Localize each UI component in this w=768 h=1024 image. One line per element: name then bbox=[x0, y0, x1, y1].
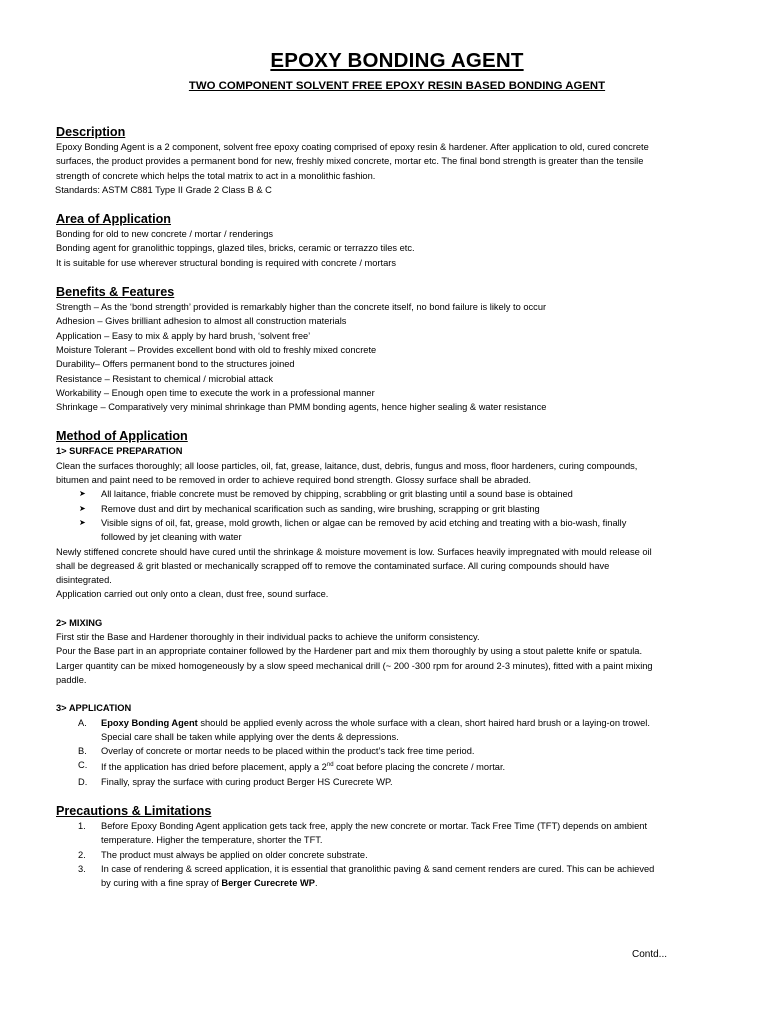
bullet-text: All laitance, friable concrete must be removed by chipping, scrabbling or grit blasting until a sound base is obtained bbox=[101, 489, 573, 500]
benefits-heading: Benefits & Features bbox=[56, 285, 175, 300]
description-line: Epoxy Bonding Agent is a 2 component, solvent free epoxy coating comprised of epoxy resin & hardener. After application to old, cured concrete bbox=[56, 142, 649, 152]
item-text-cont-post: . bbox=[314, 878, 318, 889]
benefits-section bbox=[56, 284, 738, 414]
list-marker: 1. bbox=[78, 821, 86, 832]
method-heading: Method of Application bbox=[56, 429, 188, 444]
benefit-line: Shrinkage – Comparatively very minimal shrinkage than PMM bonding agents, hence higher sealing & water resistance bbox=[56, 402, 547, 413]
surface-bullet bbox=[56, 487, 738, 501]
product-name: Epoxy Bonding Agent bbox=[101, 717, 198, 728]
mixing-line: Pour the Base part in an appropriate container followed by the Hardener part and mix them thoroughly by using a stout palette knife or spatula. bbox=[56, 646, 643, 657]
area-line: Bonding for old to new concrete / mortar / renderings bbox=[56, 229, 274, 240]
item-text: Overlay of concrete or mortar needs to be placed within the product’s tack free time period. bbox=[101, 746, 475, 757]
description-line: strength of concrete which helps the total matrix to act in a monolithic fashion. bbox=[56, 170, 376, 181]
description-line: surfaces, the product provides a permanent bond for new, freshly mixed concrete, mortar etc. The final bond strength is greater than the tensile bbox=[56, 156, 644, 167]
precaution-item bbox=[56, 862, 738, 891]
area-section bbox=[56, 211, 738, 270]
application-item bbox=[56, 716, 738, 745]
mixing-line: First stir the Base and Hardener thoroughly in their individual packs to achieve the uniform consistency. bbox=[56, 632, 480, 643]
item-text-pre: If the application has dried before placement, apply a 2 bbox=[101, 762, 327, 773]
mixing-line: paddle. bbox=[56, 674, 87, 685]
list-marker: 3. bbox=[78, 863, 86, 874]
arrow-bullet-icon: ➤ bbox=[79, 503, 86, 513]
application-item bbox=[56, 758, 738, 774]
application-item bbox=[56, 775, 738, 789]
continued-footer: Contd... bbox=[632, 949, 668, 960]
item-text bbox=[101, 716, 738, 730]
list-marker: 2. bbox=[78, 849, 86, 860]
benefit-line: Application – Easy to mix & apply by hard brush, ‘solvent free’ bbox=[56, 330, 311, 341]
arrow-bullet-icon: ➤ bbox=[79, 517, 86, 527]
surface-after-line: disintegrated. bbox=[56, 575, 112, 586]
surface-after-line: shall be degreased & grit blasted or mechanically scrapped off to remove the contaminated surface. All curing compounds should have bbox=[56, 560, 610, 571]
area-heading: Area of Application bbox=[56, 212, 171, 227]
standards-line: Standards: ASTM C881 Type II Grade 2 Class B & C bbox=[55, 184, 272, 195]
item-text-rest: should be applied evenly across the whole surface with a clean, short haired hard brush or a laying-on trowel. bbox=[197, 717, 650, 728]
document-page bbox=[56, 48, 738, 891]
document-title: EPOXY BONDING AGENT bbox=[270, 49, 524, 72]
description-heading: Description bbox=[56, 125, 126, 139]
item-text: Finally, spray the surface with curing product Berger HS Curecrete WP. bbox=[101, 776, 393, 787]
benefit-line: Durability– Offers permanent bond to the structures joined bbox=[56, 359, 295, 370]
area-line: Bonding agent for granolithic toppings, glazed tiles, bricks, ceramic or terrazzo tiles etc. bbox=[56, 243, 415, 254]
surface-preparation-label: 1> SURFACE PREPARATION bbox=[56, 446, 183, 457]
bullet-text: Visible signs of oil, fat, grease, mold growth, lichen or algae can be removed by acid etching and treating with a bio-wash, finally bbox=[101, 517, 627, 528]
item-text bbox=[101, 758, 738, 774]
item-text: The product must always be applied on older concrete substrate. bbox=[101, 849, 368, 860]
surface-bullet bbox=[56, 502, 738, 516]
bullet-text: Remove dust and dirt by mechanical scarification such as sanding, wire brushing, scrapping or grit blasting bbox=[101, 503, 540, 514]
mixing-label: 2> MIXING bbox=[56, 617, 103, 628]
benefit-line: Strength – As the ‘bond strength’ provided is remarkably higher than the concrete itself, no bond failure is likely to occur bbox=[56, 302, 547, 313]
area-line: It is suitable for use wherever structural bonding is required with concrete / mortars bbox=[56, 257, 397, 268]
benefit-line: Adhesion – Gives brilliant adhesion to almost all construction materials bbox=[56, 316, 347, 327]
item-text: Before Epoxy Bonding Agent application gets tack free, apply the new concrete or mortar. Tack Free Time (TFT) depends on ambient bbox=[101, 821, 648, 832]
list-marker: D. bbox=[78, 776, 88, 787]
description-section bbox=[56, 124, 738, 197]
surface-after-line: Application carried out only onto a clean, dust free, sound surface. bbox=[56, 589, 329, 600]
surface-after-line: Newly stiffened concrete should have cured until the shrinkage & moisture movement is low. Surfaces heavily impregnated with mould release oil bbox=[56, 546, 652, 557]
precautions-heading: Precautions & Limitations bbox=[56, 804, 212, 819]
surface-intro-line: Clean the surfaces thoroughly; all loose particles, oil, fat, grease, laitance, dust, debris, fungus and moss, floor hardeners, curing compounds, bbox=[56, 460, 638, 471]
surface-intro-line: bitumen and paint need to be removed in order to achieve required bond strength. Glossy surface shall be abraded. bbox=[56, 475, 531, 486]
document-subtitle: TWO COMPONENT SOLVENT FREE EPOXY RESIN BASED BONDING AGENT bbox=[188, 80, 606, 92]
list-marker: B. bbox=[78, 746, 87, 757]
mixing-line: Larger quantity can be mixed homogeneously by a slow speed mechanical drill (~ 200 -300 rpm for around 2-3 minutes), fitted with a paint mixing bbox=[56, 660, 653, 671]
item-text-post: coat before placing the concrete / mortar. bbox=[333, 762, 506, 773]
application-label: 3> APPLICATION bbox=[56, 703, 132, 714]
item-text-cont: Special care shall be taken while applying over the dents & depressions. bbox=[101, 731, 399, 742]
precaution-item bbox=[56, 819, 738, 848]
item-text-cont: temperature. Higher the temperature, shorter the TFT. bbox=[101, 835, 323, 846]
precaution-item bbox=[56, 848, 738, 862]
item-text-cont-pre: by curing with a fine spray of bbox=[101, 878, 222, 889]
application-item bbox=[56, 744, 738, 758]
arrow-bullet-icon: ➤ bbox=[79, 489, 86, 499]
list-marker: C. bbox=[78, 760, 88, 771]
item-text: In case of rendering & screed application, it is essential that granolithic paving & sand cement renders are cured. This can be achieved bbox=[101, 863, 655, 874]
bullet-text: followed by jet cleaning with water bbox=[101, 532, 242, 543]
list-marker: A. bbox=[78, 717, 87, 728]
benefit-line: Moisture Tolerant – Provides excellent bond with old to freshly mixed concrete bbox=[56, 344, 377, 355]
product-name: Berger Curecrete WP bbox=[221, 878, 315, 889]
method-section bbox=[56, 428, 738, 789]
surface-bullet bbox=[56, 516, 738, 545]
superscript: nd bbox=[326, 762, 334, 769]
item-text-cont bbox=[101, 876, 738, 890]
precautions-section bbox=[56, 803, 738, 890]
benefit-line: Resistance – Resistant to chemical / microbial attack bbox=[56, 373, 274, 384]
benefit-line: Workability – Enough open time to execute the work in a professional manner bbox=[56, 387, 375, 398]
